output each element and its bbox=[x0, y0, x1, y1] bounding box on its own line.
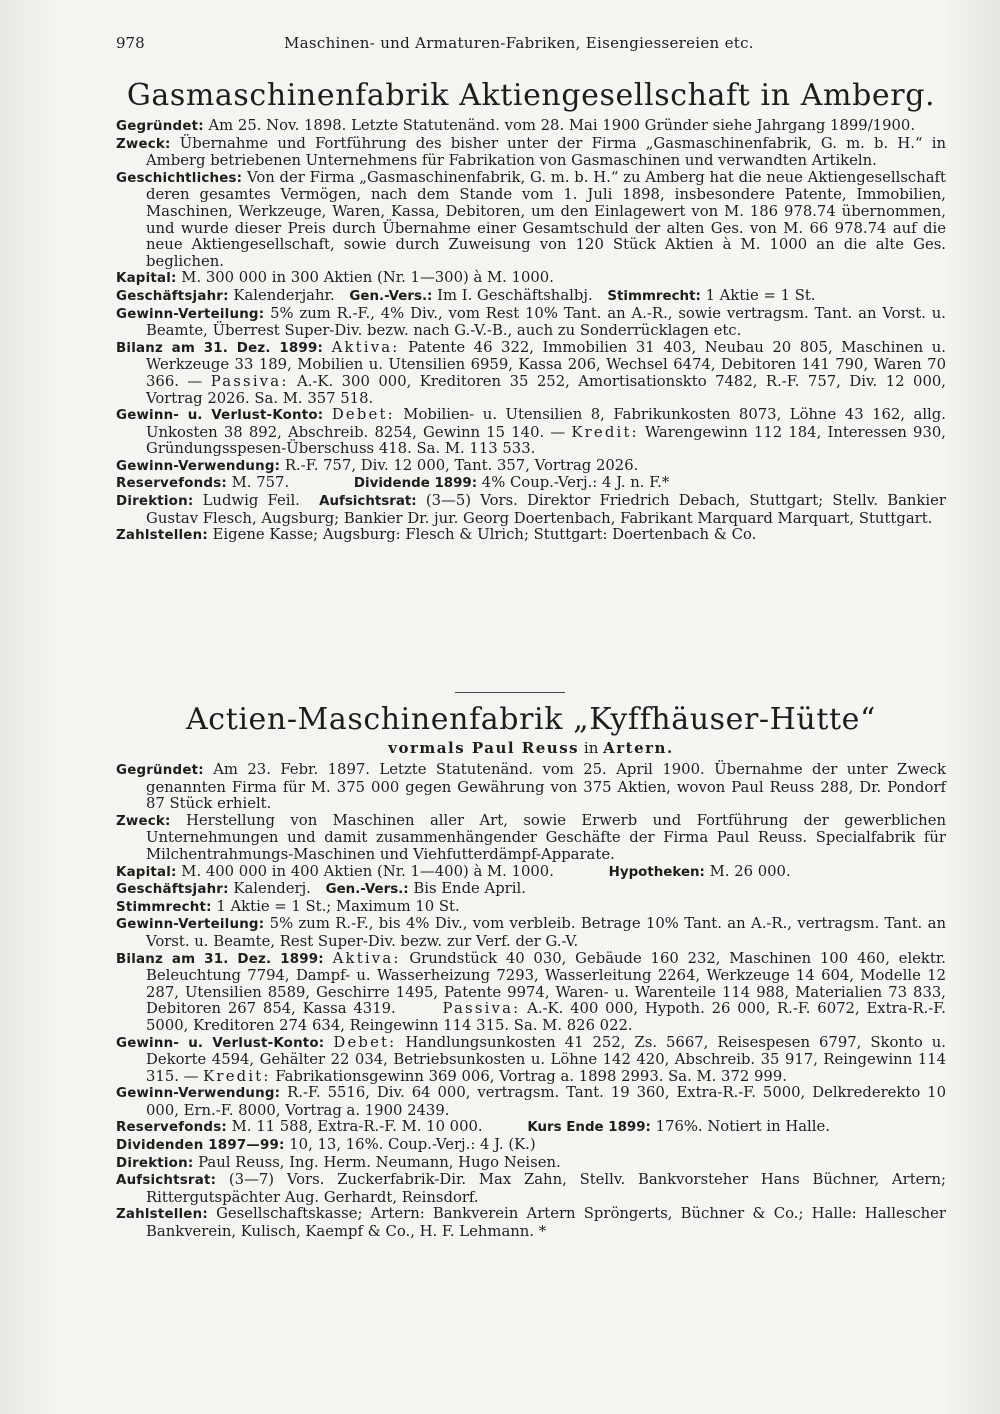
label-dividenden: Dividenden 1897—99: bbox=[116, 1138, 285, 1154]
text-reservefonds: M. 11 588, Extra-R.-F. M. 10 000. bbox=[231, 1118, 483, 1136]
label-aktiva: Aktiva: bbox=[332, 949, 401, 967]
label-kredit: Kredit: bbox=[571, 423, 639, 441]
label-kurs: Kurs Ende 1899: bbox=[527, 1120, 651, 1136]
section-gewinnverteilung bbox=[116, 306, 946, 340]
subtitle-in: in bbox=[583, 739, 599, 757]
section-kapital bbox=[116, 270, 946, 288]
text-genvers: Bis Ende April. bbox=[413, 880, 526, 898]
section-guv: Gewinn- u. Verlust-Konto: Debet: Handlungsunkosten 41 252, Zs. 5667, Reisespesen 6797, Skonto u. Dekorte 4594, Gehälter 22 034, Betriebsunkosten u. Löhne 142 420, Abschreib. 35 917, Reingewinn 114 315. — Kredit: Fabrikationsgewinn 369 006, Vortrag a. 1898 2993. Sa. M. 372 999. bbox=[116, 1033, 946, 1085]
text-dividende: 4% Coup.-Verj.: 4 J. n. F.* bbox=[481, 474, 670, 492]
label-zweck: Zweck: bbox=[116, 813, 171, 829]
section-zahlstellen bbox=[116, 1206, 946, 1240]
page-number: 978 bbox=[116, 34, 145, 52]
section-reservefonds bbox=[116, 475, 946, 493]
running-header bbox=[116, 34, 936, 58]
label-gegruendet: Gegründet: bbox=[116, 119, 204, 134]
label-guv: Gewinn- u. Verlust-Konto: bbox=[116, 1035, 325, 1051]
section-gewinnverwendung bbox=[116, 1085, 946, 1119]
text-kapital: M. 400 000 in 400 Aktien (Nr. 1—400) à M. 1000. bbox=[181, 862, 554, 880]
subtitle-place: Artern. bbox=[603, 739, 674, 757]
text-stimmrecht: 1 Aktie = 1 St.; Maximum 10 St. bbox=[216, 897, 460, 915]
label-reservefonds: Reservefonds: bbox=[116, 1120, 227, 1136]
label-geschaeftsjahr: Geschäftsjahr: bbox=[116, 288, 229, 304]
label-stimmrecht: Stimmrecht: bbox=[116, 899, 212, 915]
text-geschaeftsjahr: Kalenderjahr. bbox=[233, 286, 335, 304]
section-dividenden bbox=[116, 1137, 946, 1155]
label-guv: Gewinn- u. Verlust-Konto: bbox=[116, 408, 324, 424]
text-gewinnverwendung: R.-F. 5516, Div. 64 000, vertragsm. Tant. 19 360, Extra-R.-F. 5000, Delkrederekto 10 000, Ern.-F. 8000, Vortrag a. 1900 2439. bbox=[146, 1084, 946, 1119]
label-gewinnverwendung: Gewinn-Verwendung: bbox=[116, 1086, 281, 1102]
section-geschichtliches bbox=[116, 170, 946, 271]
label-gewinnverteilung: Gewinn-Verteilung: bbox=[116, 917, 265, 933]
text-gewinnverteilung: 5% zum R.-F., 4% Div., vom Rest 10% Tant. an A.-R., sowie vertragsm. Tant. an Vorst. u. Beamte, Überrest Super-Div. bezw. nach G.-V.-B., auch zu Sonderrücklagen etc. bbox=[146, 304, 946, 340]
label-geschaeftsjahr: Geschäftsjahr: bbox=[116, 882, 229, 898]
label-reservefonds: Reservefonds: bbox=[116, 476, 227, 492]
label-genvers: Gen.-Vers.: bbox=[325, 882, 409, 898]
text-stimmrecht: 1 Aktie = 1 St. bbox=[705, 286, 816, 304]
label-zweck: Zweck: bbox=[116, 136, 171, 152]
label-gewinnverteilung: Gewinn-Verteilung: bbox=[116, 306, 265, 322]
section-zahlstellen bbox=[116, 527, 946, 545]
company-title: Actien-Maschinenfabrik „Kyffhäuser-Hütte“ bbox=[186, 702, 876, 737]
section-zweck bbox=[116, 813, 946, 864]
text-aufsichtsrat: (3—5) Vors. Direktor Friedrich Debach, Stuttgart; Stellv. Bankier Gustav Flesch, Augsburg; Bankier Dr. jur. Georg Doertenbach, Fabrikant Marquard Marquart, Stuttgart. bbox=[146, 492, 946, 527]
company-entry-amberg bbox=[116, 78, 946, 545]
section-geschaeftsjahr bbox=[116, 881, 946, 899]
section-bilanz bbox=[116, 951, 946, 1035]
section-gewinnverteilung bbox=[116, 916, 946, 950]
section-guv: Gewinn- u. Verlust-Konto: Debet: Mobilien- u. Utensilien 8, Fabrikunkosten 8073, Löhne 43 162, allg. Unkosten 38 892, Abschreib. 8254, Gewinn 15 140. — Kredit: Warengewinn 112 184, Interessen 930, Gründungsspesen-Überschuss 418. Sa. M. 113 533. bbox=[116, 406, 946, 458]
label-stimmrecht: Stimmrecht: bbox=[607, 288, 701, 304]
text-aktiva: Patente 46 322, Immobilien 31 403, Neubau 20 805, Maschinen u. Werkzeuge 33 189, Mobilien u. Utensilien 6959, Kassa 206, Wechsel 6474, Debitoren 141 790, Waren 70 366. bbox=[146, 338, 946, 390]
label-hypotheken: Hypotheken: bbox=[608, 864, 705, 880]
section-reservefonds bbox=[116, 1119, 946, 1137]
text-geschaeftsjahr: Kalenderj. bbox=[233, 880, 311, 898]
section-stimmrecht bbox=[116, 899, 946, 917]
label-debet: Debet: bbox=[333, 1033, 397, 1051]
company-subtitle bbox=[116, 738, 946, 758]
text-zahlstellen: Eigene Kasse; Augsburg: Flesch & Ulrich; Stuttgart: Doertenbach & Co. bbox=[212, 526, 757, 544]
section-direktion bbox=[116, 493, 946, 527]
text-gegruendet: Am 23. Febr. 1897. Letzte Statutenänd. vom 25. April 1900. Übernahme der unter Zweck genannten Firma für M. 375 000 gegen Gewährung von 375 Aktien, wovon Paul Reuss 288, Dr. Pondorf 87 Stück erhielt. bbox=[146, 761, 946, 813]
text-debet: Handlungsunkosten 41 252, Zs. 5667, Reisespesen 6797, Skonto u. Dekorte 4594, Gehälter 22 034, Betriebsunkosten u. Löhne 142 420, Abschreib. 35 917, Reingewinn 114 315. bbox=[146, 1033, 946, 1085]
text-kapital: M. 300 000 in 300 Aktien (Nr. 1—300) à M. 1000. bbox=[181, 269, 554, 287]
text-aufsichtsrat: (3—7) Vors. Zuckerfabrik-Dir. Max Zahn, Stellv. Bankvorsteher Hans Büchner, Artern; Rittergutspächter Aug. Gerhardt, Reinsdorf. bbox=[146, 1171, 946, 1206]
section-kapital bbox=[116, 864, 946, 882]
label-aufsichtsrat: Aufsichtsrat: bbox=[116, 1173, 217, 1189]
text-dividenden: 10, 13, 16%. Coup.-Verj.: 4 J. (K.) bbox=[289, 1136, 536, 1154]
text-gegruendet: Am 25. Nov. 1898. Letzte Statutenänd. vom 28. Mai 1900 Gründer siehe Jahrgang 1899/1900. bbox=[208, 117, 916, 134]
section-gegruendet bbox=[116, 118, 946, 136]
text-genvers: Im I. Geschäftshalbj. bbox=[437, 286, 593, 304]
label-zahlstellen: Zahlstellen: bbox=[116, 1207, 208, 1223]
section-gewinnverwendung bbox=[116, 458, 946, 476]
text-direktion: Ludwig Feil. bbox=[202, 492, 300, 510]
text-direktion: Paul Reuss, Ing. Herm. Neumann, Hugo Neisen. bbox=[198, 1153, 561, 1171]
label-kapital: Kapital: bbox=[116, 864, 177, 880]
label-passiva: Passiva: bbox=[210, 372, 289, 390]
text-kredit: Fabrikationsgewinn 369 006, Vortrag a. 1898 2993. Sa. M. 372 999. bbox=[275, 1067, 787, 1085]
text-hypotheken: M. 26 000. bbox=[709, 862, 791, 880]
text-zweck: Herstellung von Maschinen aller Art, sowie Erwerb und Fortführung der gewerblichen Unternehmungen und damit zusammenhängender Geschäfte der Firma Paul Reuss. Specialfabrik für Milchentrahmungs-Maschinen und Viehfutterdämpf-Apparate. bbox=[146, 811, 946, 863]
running-title: Maschinen- und Armaturen-Fabriken, Eisengiessereien etc. bbox=[284, 34, 754, 52]
label-debet: Debet: bbox=[331, 406, 395, 424]
label-dividende: Dividende 1899: bbox=[353, 476, 478, 492]
text-reservefonds: M. 757. bbox=[231, 474, 290, 492]
text-kurs: 176%. Notiert in Halle. bbox=[655, 1118, 830, 1136]
label-aktiva: Aktiva: bbox=[331, 338, 400, 356]
section-geschaeftsjahr bbox=[116, 288, 946, 306]
section-bilanz: Bilanz am 31. Dez. 1899: Aktiva: Patente 46 322, Immobilien 31 403, Neubau 20 805, Maschinen u. Werkzeuge 33 189, Mobilien u. Utensilien 6959, Kassa 206, Wechsel 6474, Debitoren 141 790, Waren 70 366. — Passiva: A.-K. 300 000, Kreditoren 35 252, Amortisationskto 7482, R.-F. 757, Div. 12 000, Vortrag 2026. Sa. M. 357 518. bbox=[116, 338, 946, 407]
label-bilanz: Bilanz am 31. Dez. 1899: bbox=[116, 340, 324, 356]
text-geschichtliches: Von der Firma „Gasmaschinenfabrik, G. m. b. H.“ zu Amberg hat die neue Aktiengesellschaft deren gesamtes Vermögen, nach dem Stande vom 1. Juli 1898, insbesondere Patente, Immobilien, Maschinen, Werkzeuge, Waren, Kassa, Debitoren, um den Einlagewert von M. 186 978.74 übernommen, und wurde dieser Preis durch Übernahme einer Gesamtschuld der alten Ges. von M. 66 978.74 auf die neue Aktiengesellschaft, sowie durch Zuweisung von 120 Stück Aktien à M. 1000 an die alte Ges. beglichen. bbox=[146, 168, 946, 270]
label-zahlstellen: Zahlstellen: bbox=[116, 528, 208, 544]
label-kredit: Kredit: bbox=[203, 1067, 271, 1085]
company-entry-kyffhaeuser bbox=[116, 702, 946, 1241]
company-title: Gasmaschinenfabrik Aktiengesellschaft in Amberg. bbox=[126, 78, 936, 113]
label-kapital: Kapital: bbox=[116, 271, 177, 287]
section-zweck bbox=[116, 136, 946, 170]
subtitle-vormals: vormals Paul Reuss bbox=[388, 739, 580, 757]
section-divider bbox=[455, 692, 565, 693]
text-aktiva: Grundstück 40 030, Gebäude 160 232, Maschinen 100 460, elektr. Beleuchtung 7794, Dampf- u. Wasserheizung 7293, Wasserleitung 2264, Werkzeuge 14 604, Modelle 12 287, Utensilien 8589, Geschirre 1495, Patente 9974, Waren- u. Warenteile 114 988, Materialien 73 833, Debitoren 267 854, Kassa 4319. bbox=[146, 949, 946, 1018]
text-zahlstellen: Gesellschaftskasse; Artern: Bankverein Artern Spröngerts, Büchner & Co.; Halle: Hallescher Bankverein, Kulisch, Kaempf & Co., H. F. Lehmann. * bbox=[146, 1205, 946, 1241]
label-direktion: Direktion: bbox=[116, 1155, 194, 1171]
text-gewinnverteilung: 5% zum R.-F., bis 4% Div., vom verbleib. Betrage 10% Tant. an A.-R., vertragsm. Tant. an Vorst. u. Beamte, Rest Super-Div. bezw. zur Verf. der G.-V. bbox=[146, 915, 946, 950]
text-gewinnverwendung: R.-F. 757, Div. 12 000, Tant. 357, Vortrag 2026. bbox=[284, 456, 639, 474]
label-geschichtliches: Geschichtliches: bbox=[116, 170, 243, 186]
text-passiva: A.-K. 400 000, Hypoth. 26 000, R.-F. 6072, Extra-R.-F. 5000, Kreditoren 274 634, Reingewinn 114 315. Sa. M. 826 022. bbox=[146, 1000, 946, 1034]
label-passiva: Passiva: bbox=[442, 1000, 521, 1018]
label-gegruendet: Gegründet: bbox=[116, 763, 204, 778]
text-passiva: A.-K. 300 000, Kreditoren 35 252, Amortisationskto 7482, R.-F. 757, Div. 12 000, Vortrag 2026. Sa. M. 357 518. bbox=[146, 372, 946, 407]
label-aufsichtsrat: Aufsichtsrat: bbox=[319, 494, 417, 510]
section-aufsichtsrat bbox=[116, 1172, 946, 1206]
text-debet: Mobilien- u. Utensilien 8, Fabrikunkosten 8073, Löhne 43 162, allg. Unkosten 38 892, Abschreib. 8254, Gewinn 15 140. bbox=[146, 406, 946, 441]
section-direktion bbox=[116, 1155, 946, 1173]
text-kredit: Warengewinn 112 184, Interessen 930, Gründungsspesen-Überschuss 418. Sa. M. 113 533. bbox=[146, 423, 946, 458]
label-gewinnverwendung: Gewinn-Verwendung: bbox=[116, 458, 281, 474]
section-gegruendet bbox=[116, 762, 946, 813]
text-zweck: Übernahme und Fortführung des bisher unter der Firma „Gasmaschinenfabrik, G. m. b. H.“ in Amberg betriebenen Unternehmens für Fabrikation von Gasmaschinen und verwandten Artikeln. bbox=[146, 134, 946, 170]
label-genvers: Gen.-Vers.: bbox=[349, 288, 433, 304]
label-bilanz: Bilanz am 31. Dez. 1899: bbox=[116, 951, 324, 967]
label-direktion: Direktion: bbox=[116, 494, 194, 510]
